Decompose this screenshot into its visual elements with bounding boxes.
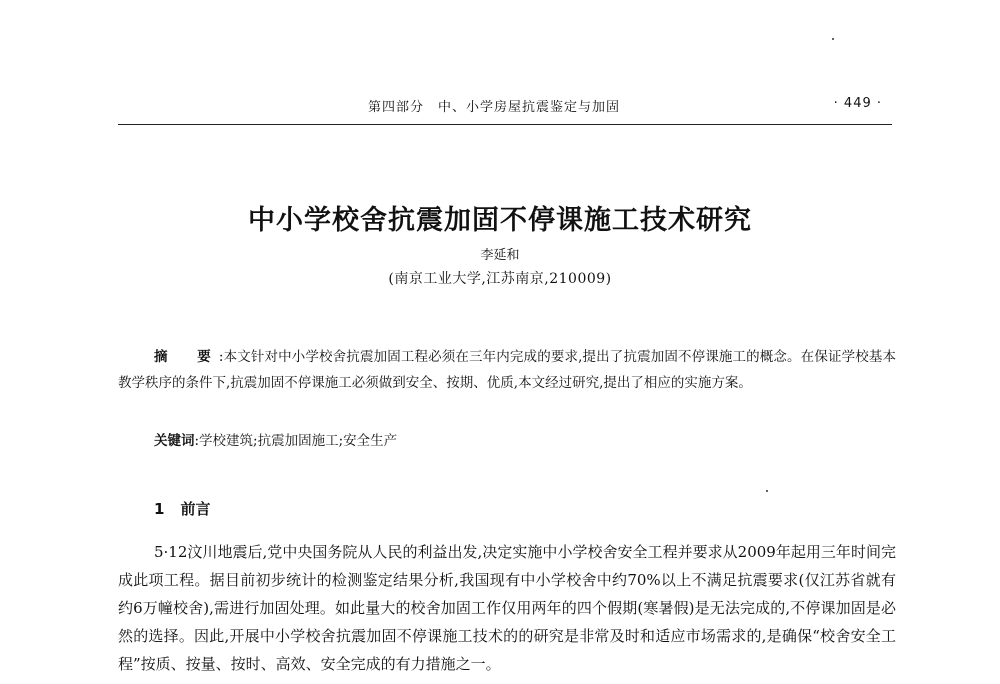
page-number: · 449 · (833, 96, 882, 111)
abstract-label: 摘 要 (154, 349, 219, 365)
abstract-text: :本文针对中小学校舍抗震加固工程必须在三年内完成的要求,提出了抗震加固不停课施工的概念。在保证学校基本教学秩序的条件下,抗震加固不停课施工必须做到安全、按期、优质,本文经过研究,提出了相应的实施方案。 (118, 349, 896, 391)
header-rule (118, 124, 892, 125)
scan-speck (766, 490, 768, 492)
keywords-label: 关键词 (154, 433, 195, 449)
keywords (154, 428, 896, 454)
section-number: 1 (154, 500, 165, 518)
running-head (118, 94, 892, 118)
abstract (118, 344, 896, 396)
keywords-text: :学校建筑;抗震加固施工;安全生产 (194, 433, 398, 449)
section-title: 前言 (180, 500, 211, 518)
author: 李延和 (480, 248, 520, 263)
section-heading (154, 498, 210, 519)
paper-title: 中小学校舍抗震加固不停课施工技术研究 (248, 205, 752, 236)
affiliation: (南京工业大学,江苏南京,210009) (388, 271, 612, 287)
running-head-section: 第四部分 中、小学房屋抗震鉴定与加固 (368, 100, 621, 115)
body-paragraph: 5·12汶川地震后,党中央国务院从人民的利益出发,决定实施中小学校舍安全工程并要求从2009年起用三年时间完成此项工程。据目前初步统计的检测鉴定结果分析,我国现有中小学校舍中约70%以上不满足抗震要求(仅江苏省就有约6万幢校舍),需进行加固处理。如此量大的校舍加固工作仅用两年的四个假期(寒暑假)是无法完成的,不停课加固是必然的选择。因此,开展中小学校舍抗震加固不停课施工技术的的研究是非常及时和适应市场需求的,是确保“校舍安全工程”按质、按量、按时、高效、安全完成的有力措施之一。 (118, 543, 896, 673)
scan-speck (832, 38, 834, 40)
